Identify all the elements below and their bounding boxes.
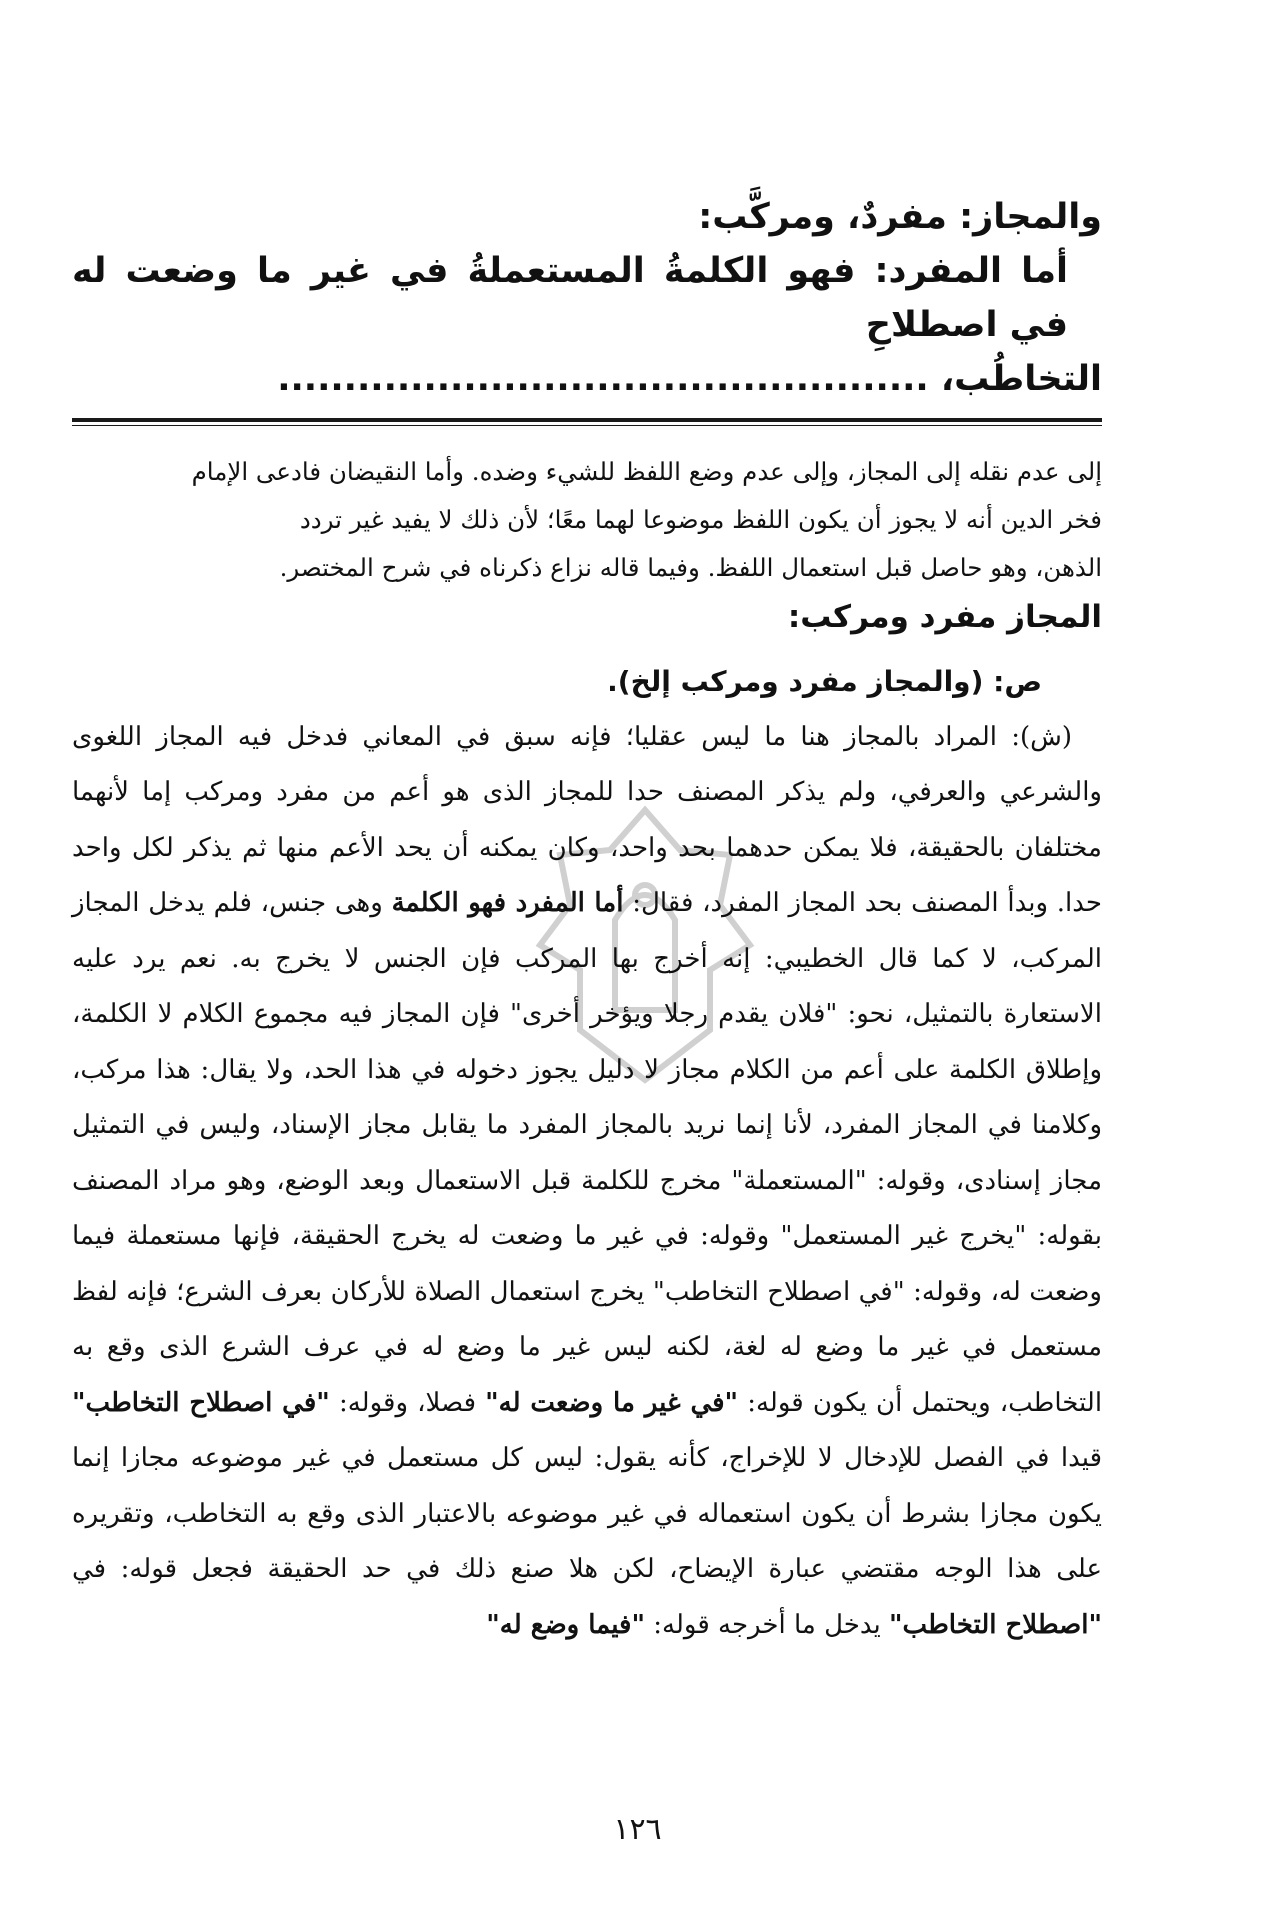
sharh-bold-2: "في غير ما وضعت له" — [485, 1387, 739, 1418]
sharh-bold-3: "في اصطلاح التخاطب" — [72, 1387, 330, 1418]
page-number: ١٢٦ — [613, 1812, 662, 1847]
footnote-line-2: فخر الدين أنه لا يجوز أن يكون اللفظ موضوعا لهما معًا؛ لأن ذلك لا يفيد غير تردد — [299, 505, 1102, 534]
commentary-body — [72, 654, 1102, 1653]
footnote-continuation — [72, 448, 1102, 592]
footnote-line-3: الذهن، وهو حاصل قبل استعمال اللفظ. وفيما قاله نزاع ذكرناه في شرح المختصر. — [279, 553, 1102, 582]
sharh-bold-5: "فيما وضع له" — [486, 1609, 646, 1640]
matn-line-1: أما المفرد: فهو الكلمةُ المستعملةُ في غير ما وضعت له في اصطلاحِ — [72, 251, 1068, 345]
matn-divider-thick — [72, 418, 1102, 422]
sharh-bold-1: أما المفرد فهو الكلمة — [391, 888, 624, 918]
page-content — [72, 190, 1102, 1653]
sharh-text-4: قيدا في الفصل للإدخال لا للإخراج، كأنه يقول: ليس كل مستعمل في غير موضوعه مجازا إنما يكون مجازا بشرط أن يكون استعماله في غير موضوعه بالاعتبار الذى وقع به التخاطب، وتقريره على هذا الوجه مقتضي عبارة الإيضاح، لكن هلا صنع ذلك في حد الحقيقة فجعل قوله: في — [72, 1443, 1103, 1584]
matn-text — [72, 190, 1102, 406]
footnote-line-1: إلى عدم نقله إلى المجاز، وإلى عدم وضع اللفظ للشيء وضده. وأما النقيضان فادعى الإمام — [191, 457, 1102, 486]
matn-line-2-text: التخاطُب، — [940, 359, 1102, 399]
sharh-paragraph — [72, 710, 1102, 1654]
matn-divider-thin — [72, 425, 1102, 426]
sharh-text-3: فصلا، وقوله: — [338, 1387, 476, 1418]
sharh-text-5: يدخل ما أخرجه قوله: — [653, 1609, 881, 1640]
sharh-bold-4: "اصطلاح التخاطب" — [889, 1609, 1102, 1640]
matn-dots: ................................................. — [277, 359, 929, 399]
sharh-text-2: وهى جنس، فلم يدخل المجاز المركب، لا كما قال الخطيبي: إنه أخرج بها المركب فإن الجنس لا يخرج به. نعم يرد عليه الاستعارة بالتمثيل، نحو: "فلان يقدم رجلا ويؤخر أخرى" فإن المجاز فيه مجموع الكلام لا الكلمة، وإطلاق الكلمة على أعم من الكلام مجاز لا دليل يجوز دخوله في هذا الحد، ولا يقال: هذا مركب، وكلامنا في المجاز المفرد، لأنا إنما نريد بالمجاز المفرد ما يقابل مجاز الإسناد، وليس في التمثيل مجاز إسنادى، وقوله: "المستعملة" مخرج للكلمة قبل الاستعمال وبعد الوضع، وهو مراد المصنف بقوله: "يخرج غير المستعمل" وقوله: في غير ما وضعت له يخرج الحقيقة، فإنها مستعملة فيما وضعت له، وقوله: "في اصطلاح التخاطب" يخرج استعمال الصلاة للأركان بعرف الشرع؛ فإنه لفظ مستعمل في غير ما وضع له لغة، لكنه ليس غير ما وضع له في عرف الشرع الذى وقع به التخاطب، ويحتمل أن يكون قوله: — [72, 888, 1103, 1418]
matn-heading: والمجاز: مفردٌ، ومركَّب: — [698, 197, 1102, 237]
sad-line: ص: (والمجاز مفرد ومركب إلخ). — [607, 665, 1042, 698]
sharh-text-1: (ش): المراد بالمجاز هنا ما ليس عقليا؛ فإنه سبق في المعاني فدخل فيه المجاز اللغوى والشرعي والعرفي، ولم يذكر المصنف حدا للمجاز الذى هو أعم من مفرد ومركب إما لأنهما مختلفان بالحقيقة، فلا يمكن حدهما بحد واحد، وكان يمكنه أن يحد الأعم منها ثم يذكر لكل واحد حدا. وبدأ المصنف بحد المجاز المفرد، فقال: — [72, 721, 1102, 918]
matn-line-2 — [72, 352, 1102, 406]
section-title: المجاز مفرد ومركب: — [787, 599, 1102, 635]
